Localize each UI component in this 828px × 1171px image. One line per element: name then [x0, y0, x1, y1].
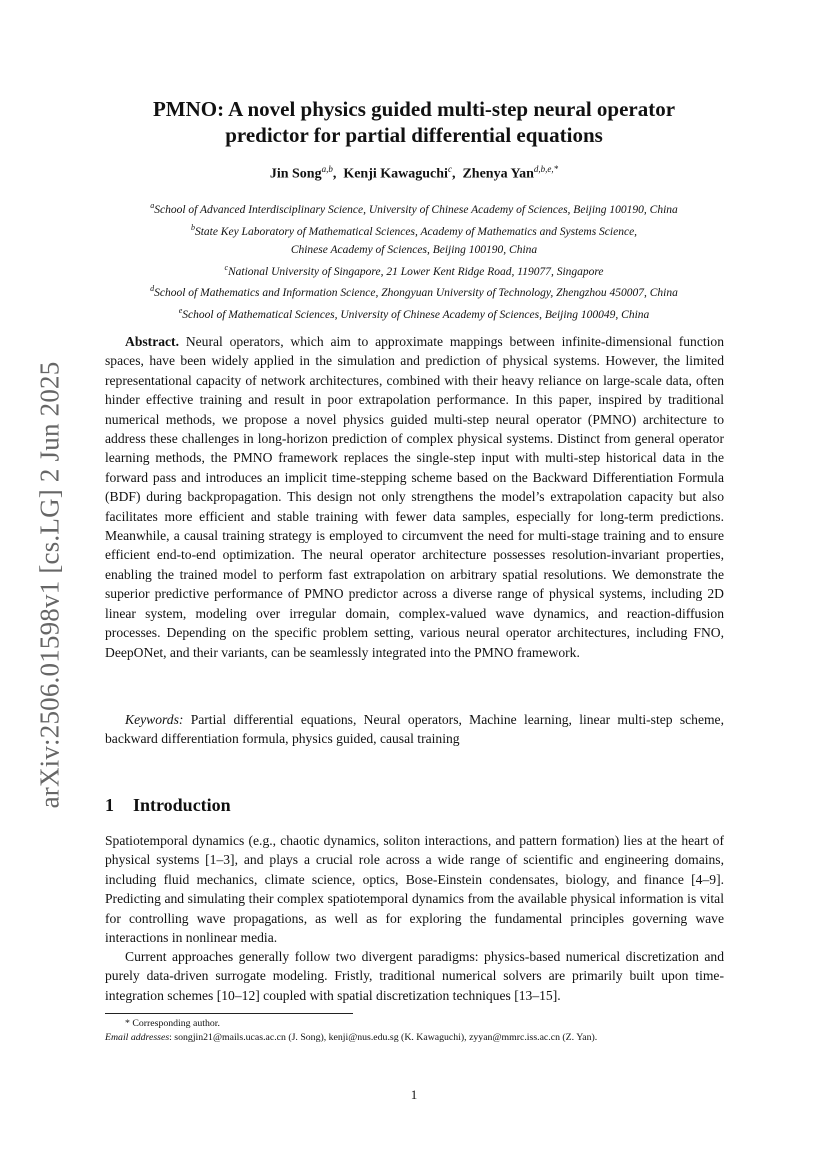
footnote-rule [105, 1013, 353, 1014]
keywords [105, 710, 724, 749]
abstract-label: Abstract. [125, 334, 179, 349]
author-list: Jin Song$^{a,b}$, Kenji Kawaguchi$^c$, Zhenya Yan$^{d,b,e,*}$ [269, 164, 559, 182]
abstract [105, 332, 724, 662]
footnote [105, 1017, 724, 1045]
intro-paragraph-1: Spatiotemporal dynamics (e.g., chaotic dynamics, soliton interactions, and pattern formation) lies at the heart of physical systems [1–3], and plays a crucial role across a wide range of scientific and engineering domains, including fluid mechanics, climate science, optics, Bose-Einstein condensates, biology, and finance [4–9]. Predicting and simulating their complex spatiotemporal dynamics from the available physical information is vital for controlling wave propagations, as well as for exploring the fundamental principles governing wave interactions in nonlinear media. [105, 833, 724, 946]
affiliation-line: $^c$National University of Singapore, 21 Lower Kent Ridge Road, 119077, Singapore [224, 262, 604, 278]
abstract-text: Neural operators, which aim to approximate mappings between infinite-dimensional function spaces, have been widely applied in the simulation and prediction of physical systems. However, the limited representational capacity of network architectures, combined with their heavy reliance on large-scale data, often hinder effective training and result in poor extrapolation performance. In this paper, inspired by traditional numerical methods, we propose a novel physics guided multi-step neural operator (PMNO) architecture to address these challenges in long-horizon prediction of complex physical systems. Distinct from general operator learning methods, the PMNO framework replaces the single-step input with multi-step historical data in the forward pass and introduces an implicit time-stepping scheme based on the Backward Differentiation Formula (BDF) during backpropagation. This design not only strengthens the model’s extrapolation capacity but also facilitates more efficient and stable training with fewer data samples, especially for long-term predictions. Meanwhile, a causal training strategy is employed to circumvent the need for multi-stage training and to ensure efficient end-to-end optimization. The neural operator architecture possesses resolution-invariant properties, enabling the trained model to perform fast extrapolation on arbitrary spatial resolutions. We demonstrate the superior predictive performance of PMNO predictor across a diverse range of physical systems, including 2D linear system, modeling over irregular domain, complex-valued wave dynamics, and reaction-diffusion processes. Depending on the specific problem setting, various neural operator architectures, including FNO, DeepONet, and their variants, can be seamlessly integrated into the PMNO framework. [105, 334, 724, 660]
affiliation-line: $^d$School of Mathematics and Information Science, Zhongyuan University of Technology, Zhengzhou 450007, China [150, 284, 678, 300]
paper-title [0, 96, 828, 148]
keywords-text: Partial differential equations, Neural operators, Machine learning, linear multi-step scheme, backward differentiation formula, physics guided, causal training [105, 712, 724, 747]
intro-paragraph-2: Current approaches generally follow two divergent paradigms: physics-based numerical discretization and purely data-driven surrogate modeling. Fristly, traditional numerical solvers are primarily built upon time-integration schemes [10–12] coupled with spatial discretization techniques [13–15]. [105, 949, 724, 1003]
title-line-1: PMNO: A novel physics guided multi-step neural operator [152, 97, 676, 121]
footnote-corresponding: * Corresponding author. [125, 1018, 220, 1029]
title-line-2: predictor for partial differential equations [225, 123, 603, 147]
section-title: Introduction [133, 795, 231, 815]
arxiv-identifier: arXiv:2506.01598v1 [cs.LG] 2 Jun 2025 [34, 361, 65, 809]
section-heading [105, 795, 231, 816]
footnote-emails: Email addresses: songjin21@mails.ucas.ac.cn (J. Song), kenji@nus.edu.sg (K. Kawaguchi), zyyan@mmrc.iss.ac.cn (Z. Yan). [105, 1032, 598, 1043]
author-affiliation-mark: c [447, 164, 452, 174]
keywords-label: Keywords: [125, 712, 184, 727]
affiliation-line: $^b$State Key Laboratory of Mathematical Sciences, Academy of Mathematics and Systems Science, [190, 222, 638, 238]
author-name: Kenji Kawaguchi [343, 166, 448, 182]
author-affiliation-mark: d,b,e,* [533, 164, 559, 174]
author-name: Jin Song [269, 166, 322, 182]
author-name: Zhenya Yan [462, 166, 534, 182]
affiliation-line: Chinese Academy of Sciences, Beijing 100190, China [290, 243, 538, 256]
section-number: 1 [105, 795, 114, 815]
affiliation-line: $^e$School of Mathematical Sciences, University of Chinese Academy of Sciences, Beijing 100049, China [178, 306, 650, 322]
affiliation-line: $^a$School of Advanced Interdisciplinary Science, University of Chinese Academy of Sciences, Beijing 100190, China [150, 201, 678, 216]
page-number: 1 [410, 1087, 418, 1102]
affiliations [0, 197, 828, 324]
author-affiliation-mark: a,b [321, 164, 333, 174]
